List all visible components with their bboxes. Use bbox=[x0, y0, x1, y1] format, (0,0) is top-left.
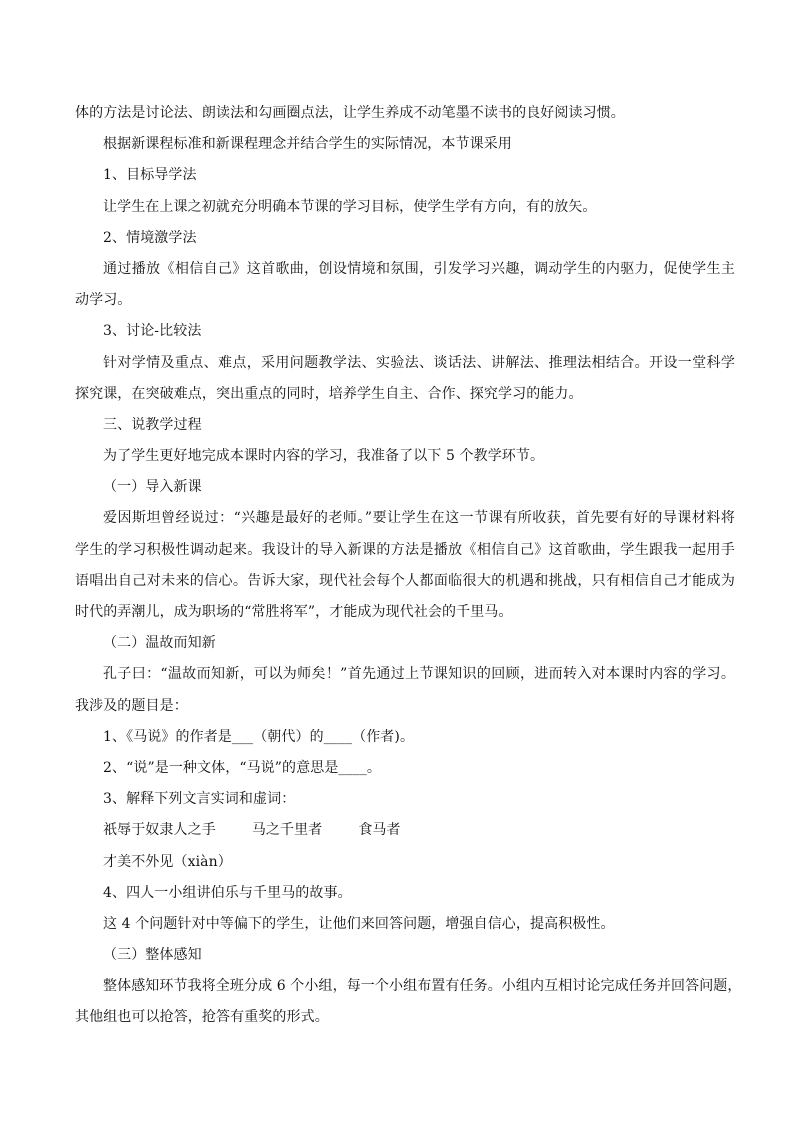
term-item: 祇辱于奴隶人之手 bbox=[103, 822, 216, 839]
line-text: 4、四人一小组讲伯乐与千里马的故事。 bbox=[103, 884, 352, 901]
text-line bbox=[103, 971, 742, 1002]
text-line bbox=[103, 940, 735, 971]
text-line bbox=[103, 753, 735, 784]
line-text: 1、《马说》的作者是___（朝代）的____（作者)。 bbox=[103, 728, 415, 745]
line-text: 探究课，在突破难点，突出重点的同时，培养学生自主、合作、探究学习的能力。 bbox=[75, 385, 583, 402]
line-text: 孔子曰：“温故而知新，可以为师矣！”首先通过上节课知识的回顾，进而转入对本课时内容的学习。 bbox=[103, 666, 735, 683]
text-line bbox=[75, 1002, 735, 1033]
document-body bbox=[75, 98, 742, 1034]
text-line bbox=[103, 160, 735, 191]
term-item: 马之千里者 bbox=[251, 822, 323, 839]
term-list-line bbox=[103, 815, 735, 846]
line-text: 时代的弄潮儿，成为职场的“常胜将军”，才能成为现代社会的千里马。 bbox=[75, 604, 513, 620]
line-text: 3、讨论-比较法 bbox=[103, 323, 202, 340]
line-text: 我涉及的题目是： bbox=[75, 697, 188, 714]
text-line bbox=[103, 722, 735, 753]
text-line bbox=[75, 98, 735, 129]
line-text: 动学习。 bbox=[75, 292, 132, 309]
text-line bbox=[103, 784, 735, 815]
line-text: 1、目标导学法 bbox=[103, 167, 197, 184]
text-line bbox=[103, 348, 735, 379]
text-line bbox=[75, 597, 735, 628]
line-text: 三、说教学过程 bbox=[103, 416, 202, 433]
text-line bbox=[103, 909, 735, 940]
text-line bbox=[103, 847, 735, 878]
text-line bbox=[103, 192, 735, 223]
text-line bbox=[75, 379, 735, 410]
text-line bbox=[103, 472, 735, 503]
text-line bbox=[103, 659, 735, 690]
line-text: 其他组也可以抢答，抢答有重奖的形式。 bbox=[75, 1009, 329, 1026]
text-line bbox=[103, 878, 735, 909]
text-line bbox=[75, 691, 735, 722]
text-line bbox=[103, 410, 735, 441]
line-text: 才美不外见（xiàn） bbox=[103, 853, 232, 870]
line-text: 根据新课程标准和新课程理念并结合学生的实际情况，本节课采用 bbox=[103, 136, 512, 153]
text-line bbox=[75, 285, 735, 316]
text-line bbox=[103, 503, 735, 534]
line-text: 爱因斯坦曾经说过：“兴趣是最好的老师。”要让学生在这一节课有所收获，首先要有好的导课材料将 bbox=[103, 510, 735, 527]
text-line bbox=[103, 129, 735, 160]
text-line bbox=[103, 316, 735, 347]
line-text: 2、“说”是一种文体，“马说”的意思是____。 bbox=[103, 759, 381, 776]
line-text: 让学生在上课之初就充分明确本节课的学习目标，使学生学有方向，有的放矢。 bbox=[103, 198, 597, 215]
line-text: 整体感知环节我将全班分成 6 个小组，每一个小组布置有任务。小组内互相讨论完成任务并回答问题， bbox=[103, 978, 742, 995]
line-text: 为了学生更好地完成本课时内容的学习，我准备了以下 5 个教学环节。 bbox=[103, 448, 545, 465]
line-text: （三）整体感知 bbox=[103, 947, 202, 964]
text-line bbox=[103, 223, 735, 254]
line-text: 3、解释下列文言实词和虚词： bbox=[103, 791, 296, 808]
line-text: 这 4 个问题针对中等偏下的学生，让他们来回答问题，增强自信心，提高积极性。 bbox=[103, 915, 615, 932]
line-text: 语唱出自己对未来的信心。告诉大家，现代社会每个人都面临很大的机遇和挑战，只有相信自己才能成为 bbox=[75, 572, 735, 589]
line-text: 针对学情及重点、难点，采用问题教学法、实验法、谈话法、讲解法、推理法相结合。开设一堂科学 bbox=[103, 354, 735, 371]
text-line bbox=[103, 254, 735, 285]
text-line bbox=[75, 566, 735, 597]
line-text: 2、情境激学法 bbox=[103, 229, 197, 246]
term-item: 食马者 bbox=[358, 822, 401, 839]
text-line bbox=[103, 628, 735, 659]
line-text: （一）导入新课 bbox=[103, 479, 202, 496]
text-line bbox=[103, 441, 735, 472]
line-text: 通过播放《相信自己》这首歌曲，创设情境和氛围，引发学习兴趣，调动学生的内驱力，促使学生主 bbox=[103, 260, 735, 277]
line-text: 学生的学习积极性调动起来。我设计的导入新课的方法是播放《相信自己》这首歌曲，学生跟我一起用手 bbox=[75, 541, 735, 558]
text-line bbox=[75, 535, 735, 566]
line-text: 体的方法是讨论法、朗读法和勾画圈点法，让学生养成不动笔墨不读书的良好阅读习惯。 bbox=[75, 105, 625, 121]
line-text: （二）温故而知新 bbox=[103, 635, 216, 652]
